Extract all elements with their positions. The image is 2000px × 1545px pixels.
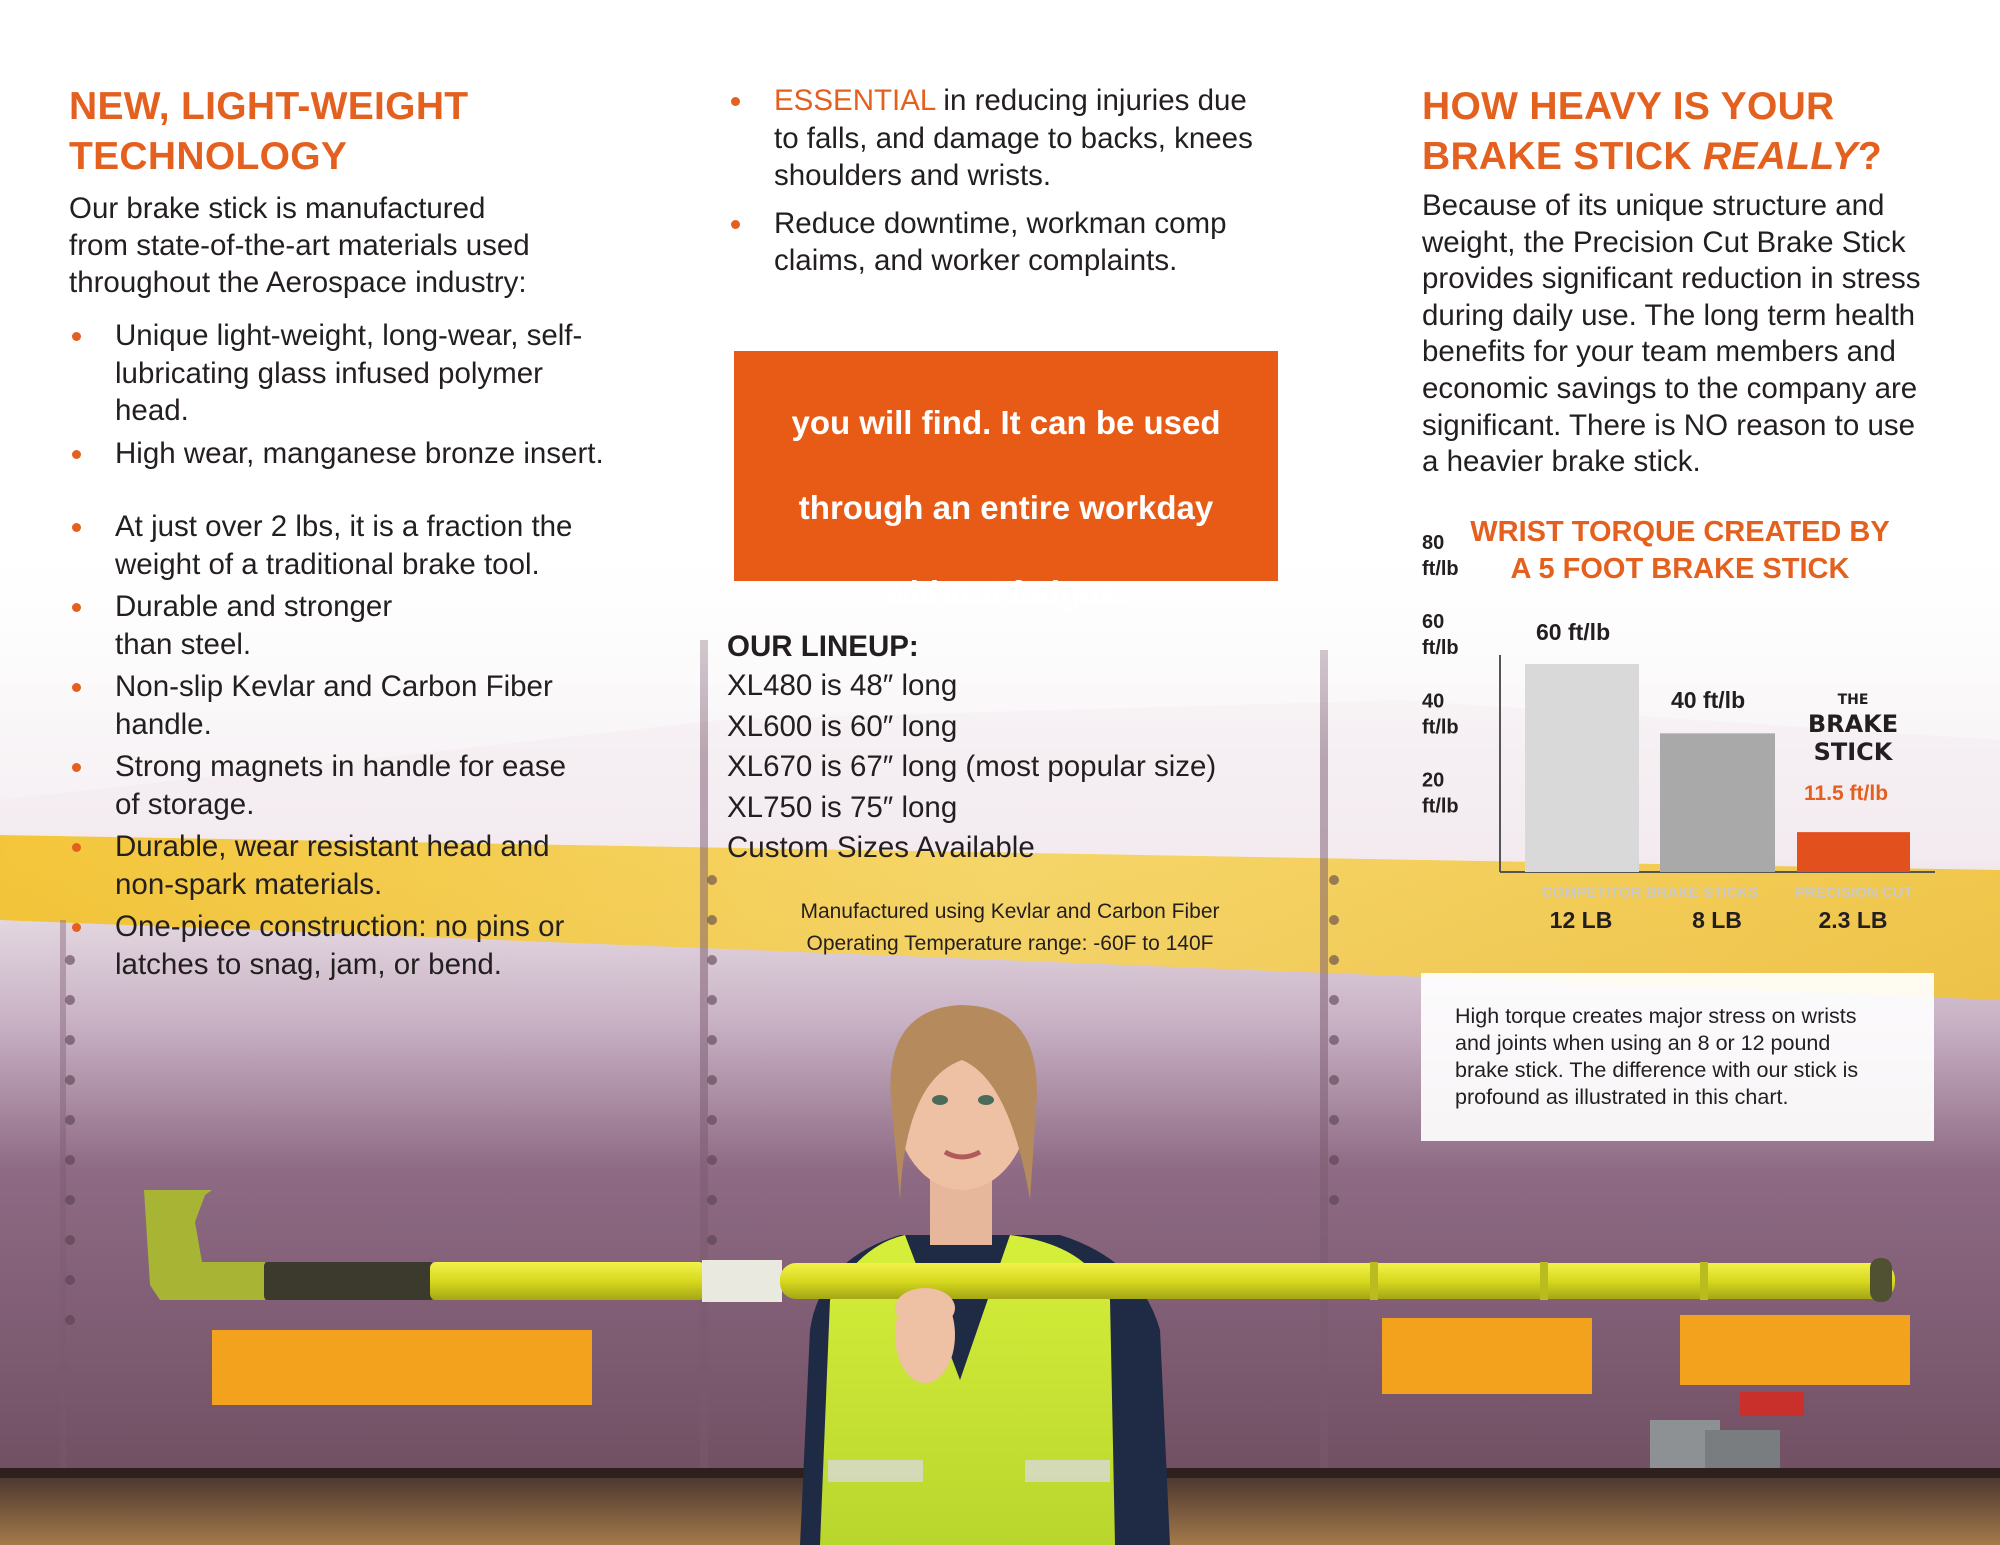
benefit-item (728, 205, 1288, 280)
chart-title-line: A 5 FOOT BRAKE STICK (1510, 553, 1850, 585)
y-tick-label: 80 (1422, 531, 1445, 554)
feature-item (69, 908, 629, 983)
feature-line: Durable and stronger (115, 590, 393, 623)
right-heading (1422, 82, 1962, 182)
spec-line: Manufactured using Kevlar and Carbon Fiber (800, 900, 1220, 923)
intro-line: throughout the Aerospace industry: (69, 266, 527, 299)
callout-line: you will find. It can be used (791, 404, 1221, 442)
left-column (69, 82, 629, 988)
feature-item (69, 317, 629, 430)
lineup-item: XL750 is 75″ long (727, 790, 958, 824)
feature-line: Durable, wear resistant head and (115, 830, 550, 863)
data-label: 60 ft/lb (1536, 619, 1611, 645)
group-label: COMPETITOR BRAKE STICKS (1541, 884, 1759, 901)
feature-line: non-spark materials. (115, 867, 383, 901)
wrist-torque-chart (1400, 510, 1960, 950)
bar-3 (1797, 832, 1910, 872)
feature-line: head. (115, 394, 189, 427)
safety-callout-box (734, 319, 1278, 612)
bullet-dot-icon (72, 763, 81, 772)
bullet-dot-icon (72, 843, 81, 852)
feature-item (69, 508, 629, 583)
feature-line: handle. (115, 707, 212, 741)
intro-line: Our brake stick is manufactured (69, 192, 486, 225)
chart-note-box (1421, 973, 1934, 1141)
body-line: Because of its unique structure and (1422, 189, 1885, 222)
y-tick-unit: ft/lb (1422, 557, 1459, 580)
feature-line: of storage. (115, 787, 255, 821)
product-lineup (727, 628, 1287, 869)
feature-line: Unique light-weight, long-wear, self- (115, 319, 583, 352)
data-label: 11.5 ft/lb (1804, 782, 1889, 805)
feature-line: High wear, manganese bronze insert. (115, 436, 604, 470)
note-line: brake stick. The difference with our stick is (1455, 1058, 1859, 1082)
feature-line: latches to snag, jam, or bend. (115, 947, 503, 981)
y-tick-label: 20 (1422, 769, 1445, 792)
body-line: weight, the Precision Cut Brake Stick (1422, 225, 1906, 259)
right-heading-question-mark: ? (1857, 135, 1882, 178)
y-tick-unit: ft/lb (1422, 795, 1459, 818)
chart-title-line: WRIST TORQUE CREATED BY (1470, 516, 1890, 548)
body-line: benefits for your team members and (1422, 335, 1896, 369)
really-emphasis: REALLY (1702, 135, 1858, 178)
left-intro (69, 190, 629, 301)
body-line: during daily use. The long term health (1422, 298, 1916, 332)
y-tick-unit: ft/lb (1422, 637, 1459, 660)
lineup-item: XL480 is 48″ long (727, 669, 958, 702)
features-list (69, 317, 629, 983)
feature-item (69, 748, 629, 823)
logo-text: STICK (1813, 738, 1893, 766)
right-heading-line1: HOW HEAVY IS YOUR (1422, 85, 1835, 128)
group-label: PRECISION CUT (1795, 884, 1913, 901)
lineup-title: OUR LINEUP: (727, 630, 919, 663)
y-tick-unit: ft/lb (1422, 716, 1459, 739)
feature-item (69, 668, 629, 743)
body-line: economic savings to the company are (1422, 371, 1918, 405)
category-label: 2.3 LB (1818, 907, 1888, 933)
feature-line: At just over 2 lbs, it is a fraction the (115, 510, 573, 543)
bar-1 (1525, 664, 1639, 872)
feature-line: One-piece construction: no pins or (115, 910, 565, 943)
callout-line: through an entire workday (798, 489, 1214, 527)
body-line: significant. There is NO reason to use (1422, 408, 1916, 442)
note-line: profound as illustrated in this chart. (1455, 1085, 1789, 1109)
bullet-dot-icon (731, 220, 740, 229)
bullet-dot-icon (72, 603, 81, 612)
feature-line: Non-slip Kevlar and Carbon Fiber (115, 670, 553, 703)
bullet-dot-icon (72, 523, 81, 532)
bullet-dot-icon (72, 683, 81, 692)
feature-line: weight of a traditional brake tool. (115, 547, 540, 581)
specs-text (740, 896, 1280, 960)
benefit-line: to falls, and damage to backs, knees (774, 121, 1253, 155)
essential-accent: ESSENTIAL (774, 84, 936, 117)
note-line: High torque creates major stress on wrists (1455, 1004, 1857, 1028)
left-heading-line2: TECHNOLOGY (69, 135, 348, 178)
bullet-dot-icon (72, 923, 81, 932)
right-body (1422, 188, 1962, 481)
feature-line: Strong magnets in handle for ease (115, 750, 566, 783)
y-tick-label: 60 (1422, 611, 1445, 634)
logo-text: BRAKE (1807, 710, 1899, 738)
left-heading (69, 82, 629, 182)
bullet-dot-icon (731, 97, 740, 106)
callout-line: Our Brake Stick is the safest (782, 319, 1230, 357)
body-line: a heavier brake stick. (1422, 445, 1701, 479)
benefit-line: claims, and worker complaints. (774, 244, 1178, 277)
feature-item (69, 588, 629, 663)
benefit-line: shoulders and wrists. (774, 159, 1052, 192)
left-heading-line1: NEW, LIGHT-WEIGHT (69, 85, 469, 128)
feature-line: than steel. (115, 627, 252, 661)
category-label: 12 LB (1549, 907, 1613, 933)
bullet-dot-icon (72, 332, 81, 341)
feature-item (69, 435, 629, 473)
note-line: and joints when using an 8 or 12 pound (1455, 1031, 1831, 1055)
feature-item (69, 828, 629, 903)
benefit-line: Reduce downtime, workman comp (774, 206, 1227, 240)
benefit-item (728, 82, 1288, 195)
lineup-item: Custom Sizes Available (727, 831, 1035, 864)
benefit-line: in reducing injuries due (935, 84, 1247, 117)
feature-line: lubricating glass infused polymer (115, 356, 543, 390)
intro-line: from state-of-the-art materials used (69, 229, 530, 262)
category-label: 8 LB (1692, 907, 1742, 933)
bullet-dot-icon (72, 450, 81, 459)
right-heading-line2: BRAKE STICK (1422, 135, 1703, 178)
right-column (1422, 82, 1962, 481)
bar-2 (1660, 733, 1775, 872)
callout-line: without fatigue. (884, 574, 1128, 612)
callout-text (766, 317, 1246, 615)
y-tick-label: 40 (1422, 690, 1445, 713)
chart-note-text (1421, 973, 1934, 1111)
lineup-item: XL670 is 67″ long (most popular size) (727, 750, 1217, 783)
body-line: provides significant reduction in stress (1422, 262, 1921, 296)
lineup-item: XL600 is 60″ long (727, 709, 958, 743)
data-label: 40 ft/lb (1671, 687, 1746, 713)
logo-text: THE (1837, 692, 1869, 708)
benefits-list (728, 82, 1288, 290)
spec-line: Operating Temperature range: -60F to 140F (806, 932, 1214, 955)
